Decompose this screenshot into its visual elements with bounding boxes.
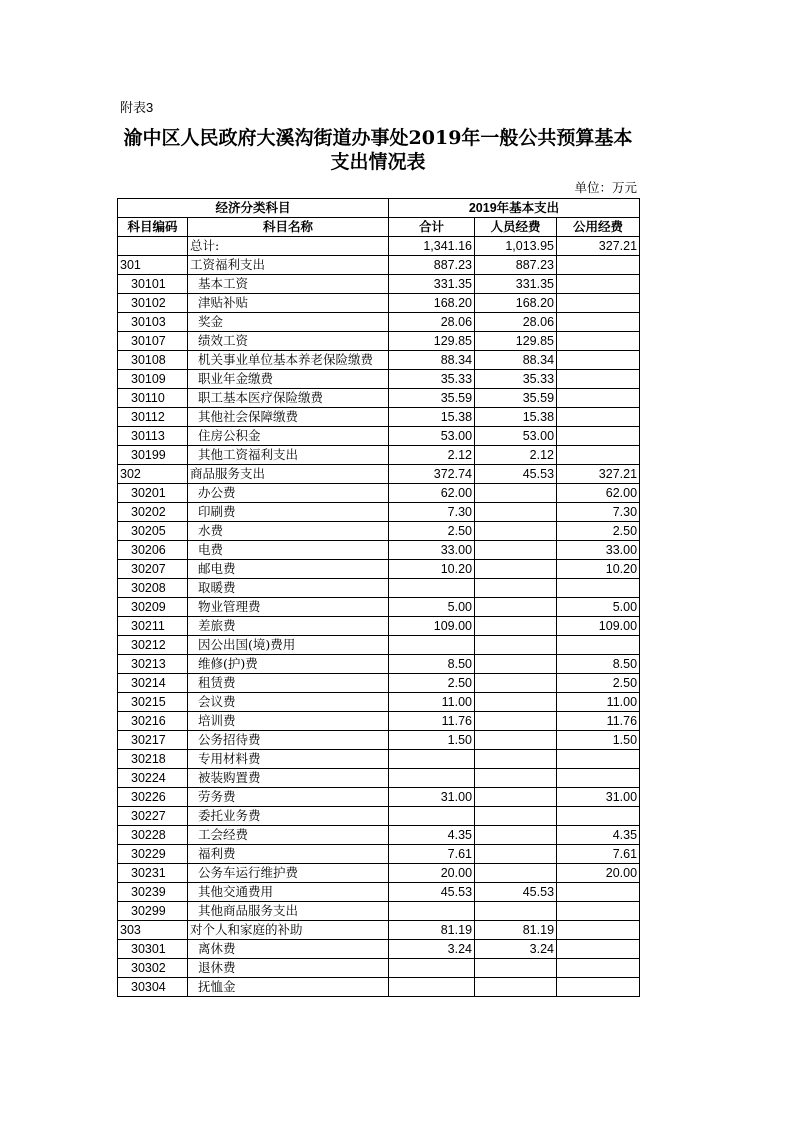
- cell-personnel: 35.59: [475, 389, 557, 408]
- cell-code: 30218: [118, 750, 188, 769]
- cell-name: 办公费: [188, 484, 389, 503]
- cell-public: [557, 579, 640, 598]
- table-row: [118, 940, 640, 959]
- cell-personnel: [475, 655, 557, 674]
- table-row: [118, 541, 640, 560]
- cell-total: [389, 769, 475, 788]
- cell-personnel: [475, 845, 557, 864]
- cell-name: 租赁费: [188, 674, 389, 693]
- cell-code: 30205: [118, 522, 188, 541]
- cell-code: 30229: [118, 845, 188, 864]
- cell-code: 30103: [118, 313, 188, 332]
- cell-code: 30113: [118, 427, 188, 446]
- cell-public: [557, 256, 640, 275]
- cell-personnel: [475, 674, 557, 693]
- cell-personnel: 3.24: [475, 940, 557, 959]
- cell-total: 11.00: [389, 693, 475, 712]
- cell-total: 35.33: [389, 370, 475, 389]
- cell-code: 30226: [118, 788, 188, 807]
- cell-total: 1.50: [389, 731, 475, 750]
- cell-personnel: 168.20: [475, 294, 557, 313]
- cell-personnel: [475, 826, 557, 845]
- cell-public: [557, 769, 640, 788]
- cell-total: 28.06: [389, 313, 475, 332]
- cell-personnel: [475, 864, 557, 883]
- page-title: 渝中区人民政府大溪沟街道办事处2019年一般公共预算基本: [123, 127, 633, 149]
- cell-code: 30209: [118, 598, 188, 617]
- table-row: [118, 427, 640, 446]
- cell-code: 30213: [118, 655, 188, 674]
- budget-table: [117, 198, 640, 997]
- cell-code: 30217: [118, 731, 188, 750]
- cell-name: 商品服务支出: [188, 465, 389, 484]
- cell-code: 30110: [118, 389, 188, 408]
- cell-code: 30202: [118, 503, 188, 522]
- cell-personnel: [475, 978, 557, 997]
- cell-name: 维修(护)费: [188, 655, 389, 674]
- cell-public: [557, 921, 640, 940]
- table-row: [118, 503, 640, 522]
- cell-public: 8.50: [557, 655, 640, 674]
- cell-code: 30301: [118, 940, 188, 959]
- table-row: [118, 275, 640, 294]
- cell-code: [118, 237, 188, 256]
- cell-public: [557, 446, 640, 465]
- cell-code: 30211: [118, 617, 188, 636]
- cell-name: 电费: [188, 541, 389, 560]
- cell-personnel: 1,013.95: [475, 237, 557, 256]
- cell-public: 33.00: [557, 541, 640, 560]
- cell-name: 物业管理费: [188, 598, 389, 617]
- cell-name: 公务车运行维护费: [188, 864, 389, 883]
- cell-name: 总计:: [188, 237, 389, 256]
- cell-public: [557, 750, 640, 769]
- table-row: [118, 883, 640, 902]
- table-row: [118, 256, 640, 275]
- table-row: [118, 294, 640, 313]
- cell-total: 4.35: [389, 826, 475, 845]
- cell-personnel: [475, 598, 557, 617]
- table-row: [118, 370, 640, 389]
- cell-code: 30214: [118, 674, 188, 693]
- table-row: [118, 598, 640, 617]
- table-row: [118, 864, 640, 883]
- cell-personnel: 45.53: [475, 465, 557, 484]
- table-row: [118, 579, 640, 598]
- table-row: [118, 807, 640, 826]
- cell-public: [557, 883, 640, 902]
- cell-total: 31.00: [389, 788, 475, 807]
- cell-name: 其他工资福利支出: [188, 446, 389, 465]
- cell-public: [557, 427, 640, 446]
- cell-code: 30102: [118, 294, 188, 313]
- cell-total: 3.24: [389, 940, 475, 959]
- table-row: [118, 313, 640, 332]
- cell-name: 委托业务费: [188, 807, 389, 826]
- cell-total: 372.74: [389, 465, 475, 484]
- table-row: [118, 750, 640, 769]
- cell-public: [557, 351, 640, 370]
- cell-name: 取暖费: [188, 579, 389, 598]
- cell-code: 30107: [118, 332, 188, 351]
- cell-total: 81.19: [389, 921, 475, 940]
- cell-public: 7.61: [557, 845, 640, 864]
- unit-label: 单位：万元: [574, 180, 637, 195]
- cell-name: 因公出国(境)费用: [188, 636, 389, 655]
- cell-code: 30302: [118, 959, 188, 978]
- cell-personnel: [475, 541, 557, 560]
- header-basic-expenditure: 2019年基本支出: [389, 199, 640, 218]
- cell-name: 绩效工资: [188, 332, 389, 351]
- cell-code: 30208: [118, 579, 188, 598]
- cell-public: 2.50: [557, 674, 640, 693]
- cell-name: 机关事业单位基本养老保险缴费: [188, 351, 389, 370]
- cell-personnel: 53.00: [475, 427, 557, 446]
- cell-personnel: [475, 807, 557, 826]
- cell-code: 303: [118, 921, 188, 940]
- cell-name: 专用材料费: [188, 750, 389, 769]
- cell-name: 奖金: [188, 313, 389, 332]
- cell-personnel: [475, 750, 557, 769]
- cell-public: [557, 807, 640, 826]
- cell-code: 30199: [118, 446, 188, 465]
- table-row: [118, 560, 640, 579]
- cell-total: [389, 807, 475, 826]
- cell-total: 2.50: [389, 674, 475, 693]
- cell-total: 2.12: [389, 446, 475, 465]
- cell-total: 109.00: [389, 617, 475, 636]
- cell-public: 11.76: [557, 712, 640, 731]
- cell-total: 62.00: [389, 484, 475, 503]
- table-row: [118, 959, 640, 978]
- cell-public: [557, 978, 640, 997]
- cell-name: 退休费: [188, 959, 389, 978]
- table-row: [118, 465, 640, 484]
- table-row: [118, 522, 640, 541]
- cell-personnel: 887.23: [475, 256, 557, 275]
- cell-total: 33.00: [389, 541, 475, 560]
- cell-name: 培训费: [188, 712, 389, 731]
- cell-public: 2.50: [557, 522, 640, 541]
- cell-total: 20.00: [389, 864, 475, 883]
- cell-personnel: [475, 617, 557, 636]
- cell-total: 331.35: [389, 275, 475, 294]
- cell-personnel: 28.06: [475, 313, 557, 332]
- cell-name: 对个人和家庭的补助: [188, 921, 389, 940]
- table-row: [118, 693, 640, 712]
- cell-personnel: 331.35: [475, 275, 557, 294]
- table-row: [118, 731, 640, 750]
- table-row: [118, 655, 640, 674]
- cell-name: 住房公积金: [188, 427, 389, 446]
- cell-total: [389, 636, 475, 655]
- cell-name: 劳务费: [188, 788, 389, 807]
- cell-public: 11.00: [557, 693, 640, 712]
- cell-name: 工资福利支出: [188, 256, 389, 275]
- table-row: [118, 788, 640, 807]
- cell-personnel: 15.38: [475, 408, 557, 427]
- table-row: [118, 769, 640, 788]
- cell-personnel: [475, 902, 557, 921]
- cell-personnel: [475, 579, 557, 598]
- cell-public: [557, 275, 640, 294]
- cell-code: 30207: [118, 560, 188, 579]
- cell-total: 15.38: [389, 408, 475, 427]
- cell-code: 30239: [118, 883, 188, 902]
- cell-personnel: [475, 560, 557, 579]
- table-row: [118, 902, 640, 921]
- cell-public: 327.21: [557, 465, 640, 484]
- cell-code: 30112: [118, 408, 188, 427]
- cell-personnel: [475, 712, 557, 731]
- cell-total: 1,341.16: [389, 237, 475, 256]
- cell-personnel: 45.53: [475, 883, 557, 902]
- attachment-label: 附表3: [120, 100, 154, 115]
- cell-personnel: [475, 636, 557, 655]
- header-name: 科目名称: [188, 218, 389, 237]
- table-row: [118, 712, 640, 731]
- table-row: [118, 978, 640, 997]
- cell-personnel: [475, 788, 557, 807]
- cell-name: 离休费: [188, 940, 389, 959]
- cell-name: 邮电费: [188, 560, 389, 579]
- header-total: 合计: [389, 218, 475, 237]
- header-personnel: 人员经费: [475, 218, 557, 237]
- cell-name: 印刷费: [188, 503, 389, 522]
- cell-code: 30101: [118, 275, 188, 294]
- table-row: [118, 408, 640, 427]
- cell-total: [389, 959, 475, 978]
- cell-personnel: [475, 693, 557, 712]
- cell-public: [557, 332, 640, 351]
- cell-name: 其他社会保障缴费: [188, 408, 389, 427]
- table-row: [118, 674, 640, 693]
- cell-total: 10.20: [389, 560, 475, 579]
- cell-personnel: 88.34: [475, 351, 557, 370]
- header-row-2: [118, 218, 640, 237]
- cell-total: 7.61: [389, 845, 475, 864]
- cell-total: 8.50: [389, 655, 475, 674]
- cell-name: 被装购置费: [188, 769, 389, 788]
- cell-code: 30231: [118, 864, 188, 883]
- cell-name: 抚恤金: [188, 978, 389, 997]
- cell-personnel: [475, 769, 557, 788]
- cell-code: 30224: [118, 769, 188, 788]
- cell-name: 津贴补贴: [188, 294, 389, 313]
- cell-total: 53.00: [389, 427, 475, 446]
- cell-total: 2.50: [389, 522, 475, 541]
- cell-public: 4.35: [557, 826, 640, 845]
- cell-personnel: [475, 731, 557, 750]
- cell-total: 129.85: [389, 332, 475, 351]
- cell-name: 其他商品服务支出: [188, 902, 389, 921]
- cell-total: 45.53: [389, 883, 475, 902]
- table-row: [118, 826, 640, 845]
- cell-personnel: [475, 959, 557, 978]
- page-title-line2: 支出情况表: [330, 151, 426, 173]
- cell-personnel: 2.12: [475, 446, 557, 465]
- table-body: [118, 237, 640, 997]
- table-row: [118, 845, 640, 864]
- cell-total: [389, 750, 475, 769]
- header-public: 公用经费: [557, 218, 640, 237]
- cell-code: 30201: [118, 484, 188, 503]
- cell-public: 10.20: [557, 560, 640, 579]
- cell-personnel: [475, 522, 557, 541]
- cell-public: 31.00: [557, 788, 640, 807]
- cell-public: [557, 940, 640, 959]
- cell-code: 30206: [118, 541, 188, 560]
- cell-total: 5.00: [389, 598, 475, 617]
- cell-name: 福利费: [188, 845, 389, 864]
- cell-total: 11.76: [389, 712, 475, 731]
- table-row: [118, 351, 640, 370]
- cell-code: 30108: [118, 351, 188, 370]
- header-row-1: [118, 199, 640, 218]
- cell-total: 168.20: [389, 294, 475, 313]
- cell-personnel: 129.85: [475, 332, 557, 351]
- cell-name: 会议费: [188, 693, 389, 712]
- cell-total: [389, 902, 475, 921]
- table-row: [118, 332, 640, 351]
- cell-name: 职业年金缴费: [188, 370, 389, 389]
- cell-name: 公务招待费: [188, 731, 389, 750]
- table-row: [118, 389, 640, 408]
- cell-personnel: 81.19: [475, 921, 557, 940]
- cell-name: 职工基本医疗保险缴费: [188, 389, 389, 408]
- cell-public: 62.00: [557, 484, 640, 503]
- cell-public: 5.00: [557, 598, 640, 617]
- cell-public: 327.21: [557, 237, 640, 256]
- cell-public: [557, 294, 640, 313]
- table-row: [118, 446, 640, 465]
- cell-name: 工会经费: [188, 826, 389, 845]
- cell-code: 30304: [118, 978, 188, 997]
- cell-public: [557, 313, 640, 332]
- table-row: [118, 636, 640, 655]
- header-code: 科目编码: [118, 218, 188, 237]
- cell-total: 88.34: [389, 351, 475, 370]
- cell-code: 30215: [118, 693, 188, 712]
- cell-personnel: 35.33: [475, 370, 557, 389]
- cell-personnel: [475, 503, 557, 522]
- cell-total: [389, 579, 475, 598]
- cell-code: 30212: [118, 636, 188, 655]
- cell-public: [557, 370, 640, 389]
- cell-name: 基本工资: [188, 275, 389, 294]
- cell-public: [557, 902, 640, 921]
- cell-public: [557, 408, 640, 427]
- header-econ-class: 经济分类科目: [118, 199, 389, 218]
- cell-personnel: [475, 484, 557, 503]
- cell-code: 30216: [118, 712, 188, 731]
- cell-code: 302: [118, 465, 188, 484]
- table-row: [118, 921, 640, 940]
- table-row: [118, 237, 640, 256]
- cell-code: 30227: [118, 807, 188, 826]
- cell-total: 887.23: [389, 256, 475, 275]
- cell-code: 30109: [118, 370, 188, 389]
- cell-public: 7.30: [557, 503, 640, 522]
- cell-code: 30299: [118, 902, 188, 921]
- table-row: [118, 484, 640, 503]
- cell-name: 水费: [188, 522, 389, 541]
- cell-public: [557, 389, 640, 408]
- cell-name: 其他交通费用: [188, 883, 389, 902]
- cell-public: 109.00: [557, 617, 640, 636]
- cell-code: 30228: [118, 826, 188, 845]
- cell-public: [557, 636, 640, 655]
- cell-public: 20.00: [557, 864, 640, 883]
- table-row: [118, 617, 640, 636]
- cell-public: 1.50: [557, 731, 640, 750]
- cell-public: [557, 959, 640, 978]
- cell-total: 35.59: [389, 389, 475, 408]
- cell-name: 差旅费: [188, 617, 389, 636]
- cell-total: [389, 978, 475, 997]
- cell-total: 7.30: [389, 503, 475, 522]
- cell-code: 301: [118, 256, 188, 275]
